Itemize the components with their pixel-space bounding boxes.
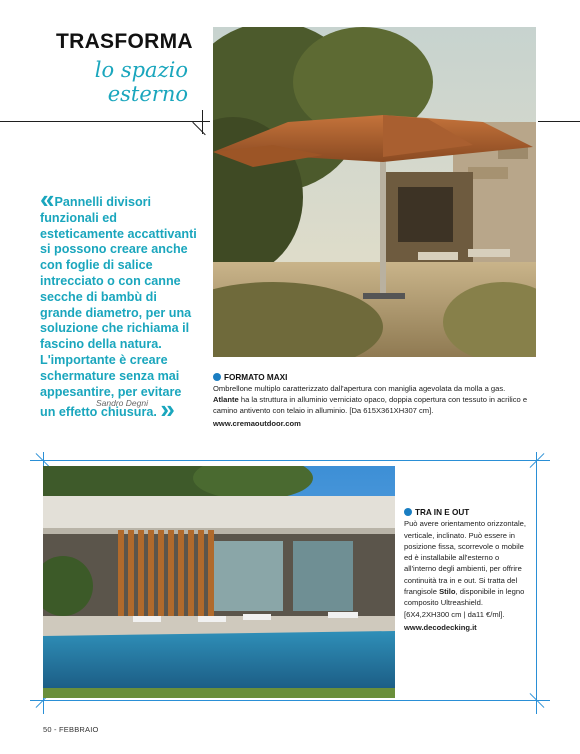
page-title: TRASFORMA [56, 30, 193, 53]
page-subtitle-line1: lo spazio [94, 58, 188, 82]
frame-line-top [30, 460, 550, 461]
frame-line-bottom [30, 700, 550, 701]
product-caption-2 [404, 507, 528, 633]
product-2-name: Stilo [439, 587, 456, 597]
product-1-link[interactable]: www.cremaoutdoor.com [213, 419, 301, 428]
pool-scene-illustration [43, 466, 395, 698]
product-1-intro: Ombrellone multiplo caratterizzato dall'apertura con maniglia agevolata da molla a gas. [213, 384, 506, 393]
quote-close-icon: » [160, 394, 175, 425]
quote-author: Sandro Degni [96, 398, 148, 408]
bullet-dot-icon [404, 508, 412, 516]
product-caption-1 [213, 372, 538, 429]
quote-open-icon: « [40, 184, 55, 214]
divider-line [0, 121, 210, 122]
pull-quote-text: Pannelli divisori funzionali ed esteticamente accattivanti si possono creare anche con foglie di salice intrecciato o con canne secche di bambù di grande diametro, per una soluzione che richiama il fascino della natura. L'importante è creare schermature senza mai appesantire, per evitare un effetto chiusura. [40, 195, 197, 420]
product-1-name: Atlante [213, 395, 239, 404]
product-2-intro: Può avere orientamento orizzontale, verticale, inclinato. Può essere in posizione fissa, scorrevole o mobile ed è installabile all'esterno o all'interno degli ambienti, per offrire continuità tra in e out. Si tratta del frangisole [404, 519, 526, 597]
umbrella-terrace-photo [213, 27, 536, 357]
umbrella-scene-illustration [213, 27, 536, 357]
page-subtitle-line2: esterno [107, 82, 188, 106]
product-2-heading: TRA IN E OUT [415, 508, 470, 517]
product-1-body: ha la struttura in alluminio verniciato opaco, doppia copertura con tessuto in acrilico e camino antivento con telaio in alluminio. [Da 615X361XH307 cm]. [213, 395, 528, 415]
pull-quote [40, 184, 200, 425]
page-footer: 50 - FEBBRAIO [43, 725, 99, 734]
frame-line-right [536, 452, 537, 714]
product-2-link[interactable]: www.decodecking.it [404, 622, 477, 632]
pool-house-photo [43, 466, 395, 698]
bullet-dot-icon [213, 373, 221, 381]
divider-line [538, 121, 580, 122]
product-2-body: , disponibile in legno composito Ultreashield. [6X4,2XH300 cm | da11 €/ml]. [404, 587, 525, 619]
product-1-heading: FORMATO MAXI [224, 373, 288, 382]
divider-tick [192, 122, 205, 135]
